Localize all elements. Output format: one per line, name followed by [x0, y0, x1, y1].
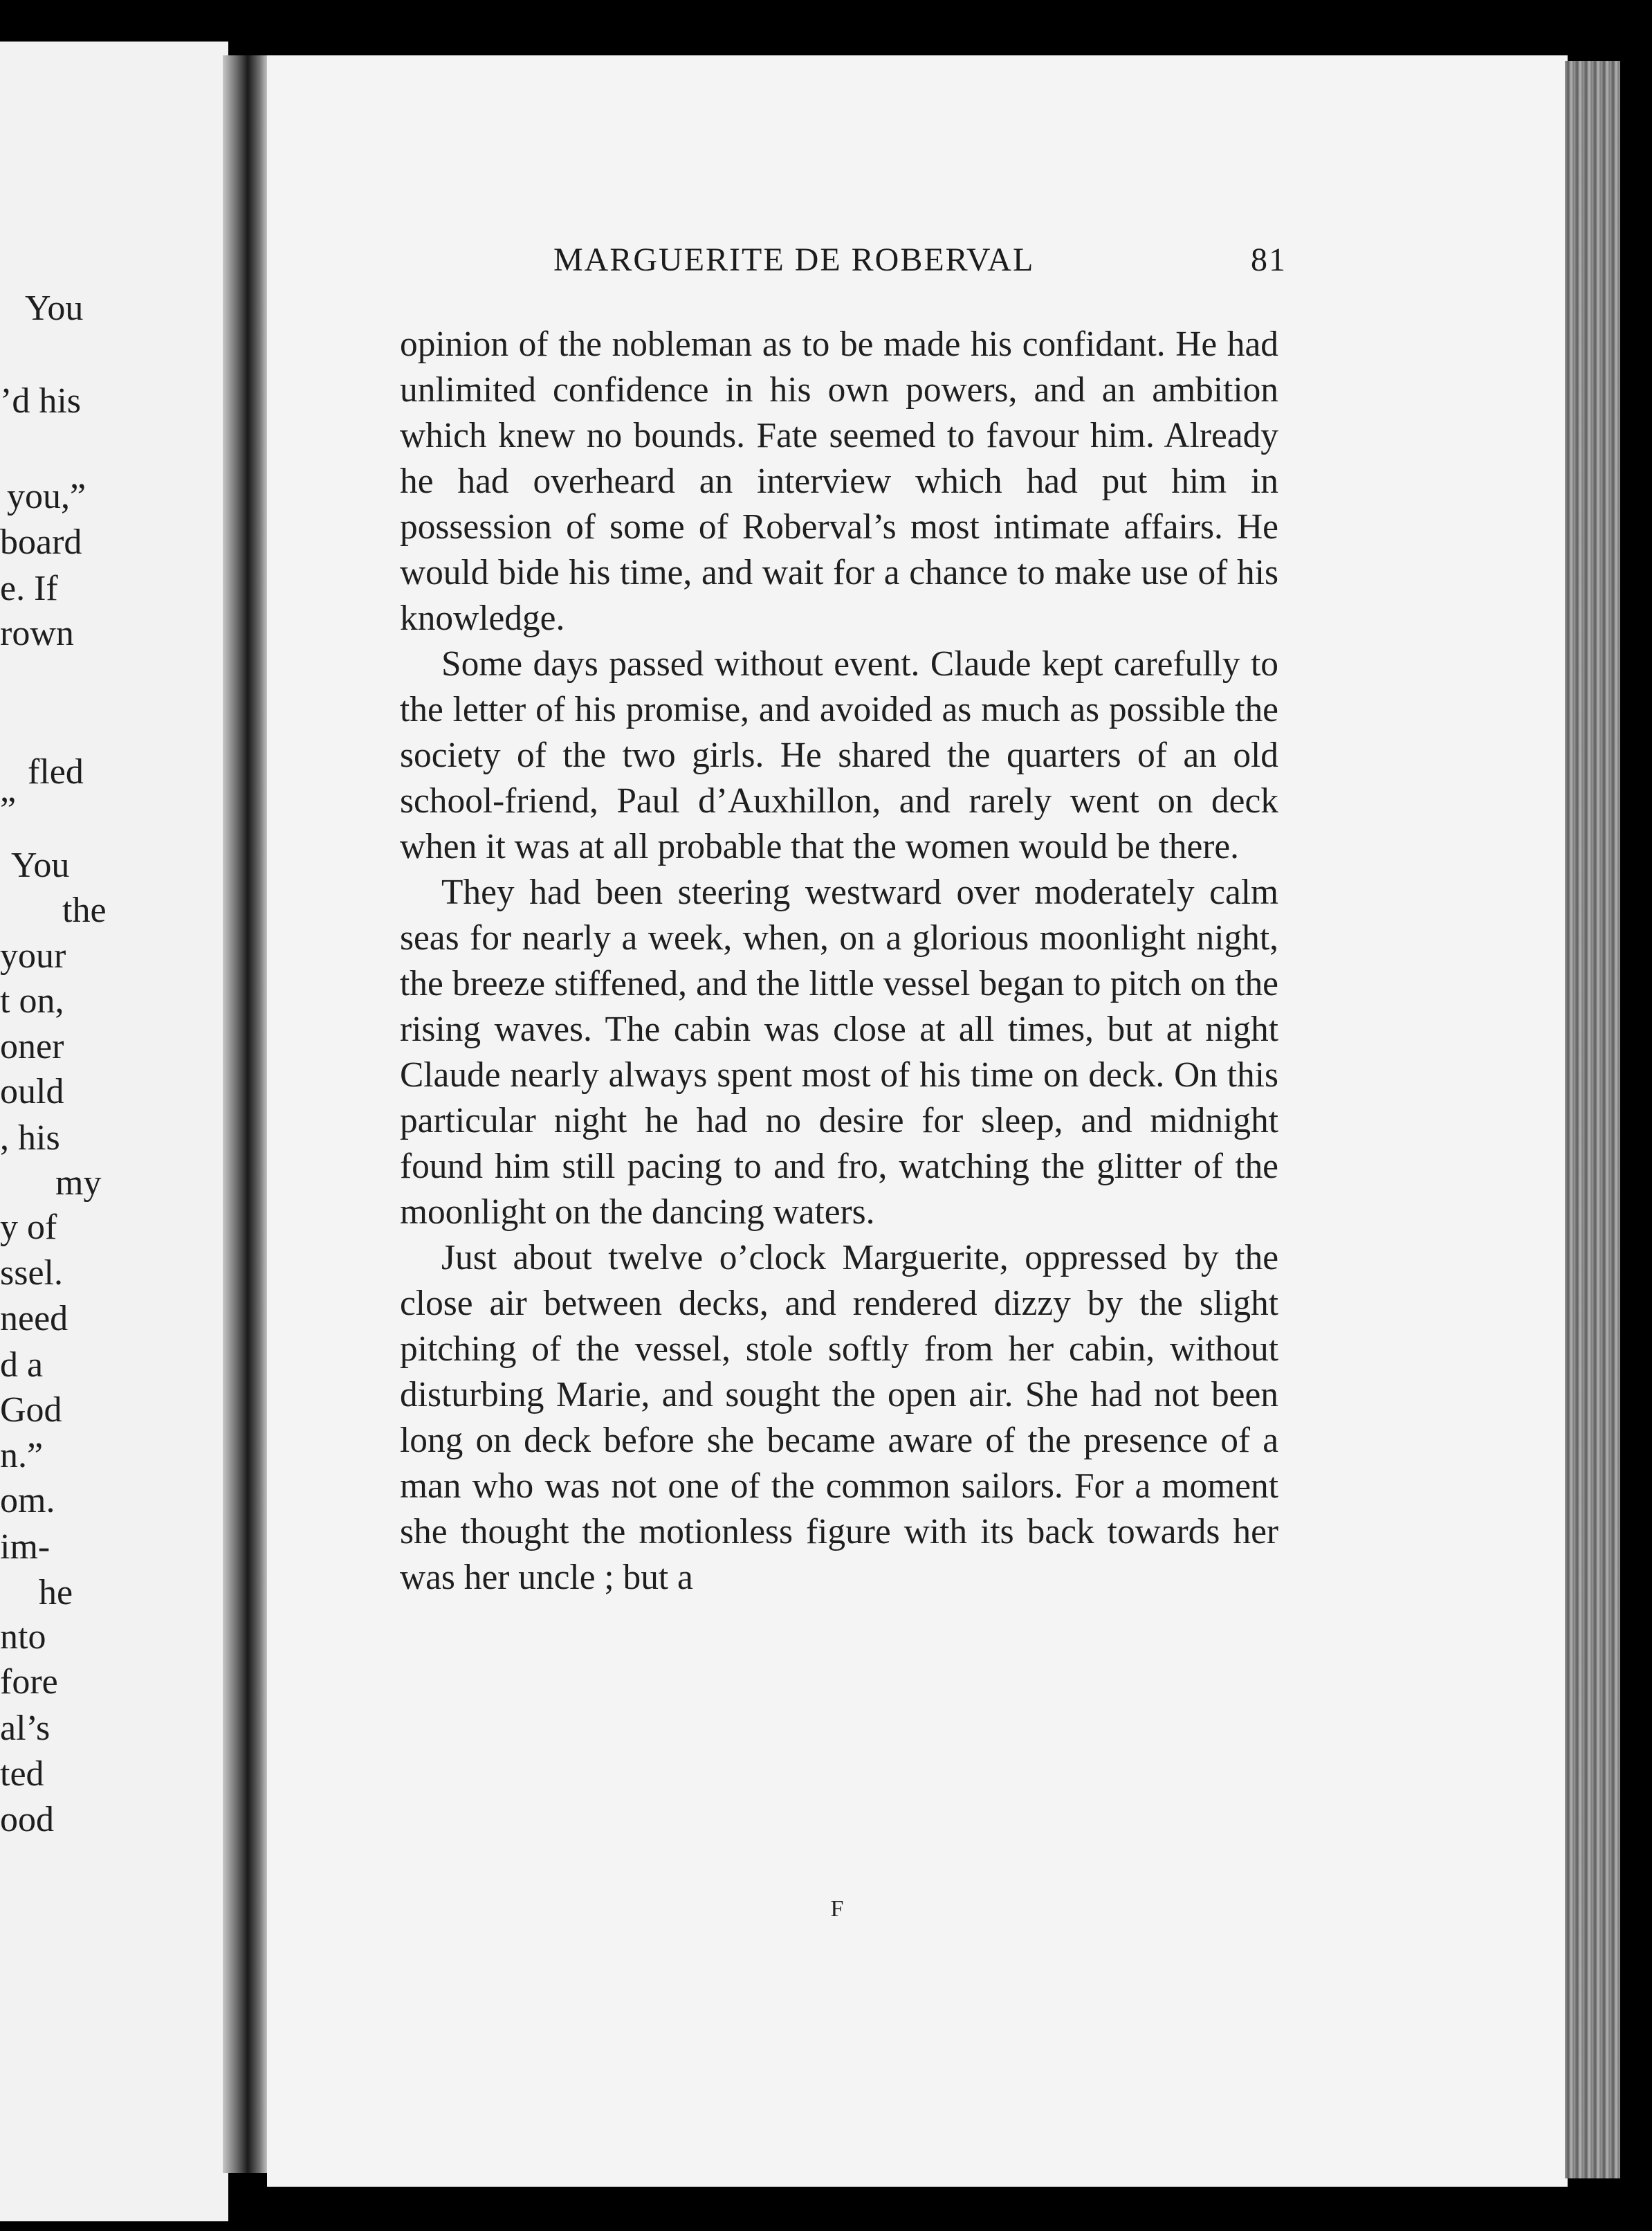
left-page-fragment: y of	[0, 1208, 57, 1247]
left-page-fragment: You	[25, 289, 84, 328]
left-page-fragment: fled	[28, 752, 84, 792]
left-page-fragment: the	[62, 891, 107, 930]
left-page-fragment: ood	[0, 1800, 54, 1839]
paragraph: Just about twelve o’clock Marguerite, oppressed by the close air between decks, and rendered dizzy by the slight pitching of the vessel, stole softly from her cabin, without disturbing Marie, and sought the open air. She had not been long on deck before she became aware of the presence of a man who was not one of the common sailors. For a moment she thought the motionless figure with its back towards her was her uncle ; but a	[400, 1238, 1278, 1597]
left-page-fragment: God	[0, 1390, 62, 1430]
body-text	[400, 322, 1278, 1601]
left-page-fragment: my	[55, 1163, 102, 1203]
left-page-fragment: he	[39, 1573, 73, 1612]
left-page-fragment: al’s	[0, 1709, 51, 1748]
left-page-fragment: ould	[0, 1072, 64, 1111]
left-page-fragment: om.	[0, 1481, 55, 1520]
paragraph: opinion of the nobleman as to be made his confidant. He had unlimited confidence in his own powers, and an ambition which knew no bounds. Fate seemed to favour him. Already he had overheard an interview which had put him in possession of some of Roberval’s most intimate affairs. He would bide his time, and wait for a chance to make use of his knowledge.	[400, 325, 1278, 638]
left-page-fragment: nto	[0, 1617, 46, 1657]
left-page-fragment: ”	[0, 790, 17, 830]
left-page-fragment: , his	[0, 1118, 60, 1158]
paragraph: They had been steering westward over moderately calm seas for nearly a week, when, on a glorious moonlight night, the breeze stiffened, and the little vessel began to pitch on the rising waves. The cabin was close at all times, but at night Claude nearly always spent most of his time on deck. On this particular night he had no desire for sleep, and midnight found him still pacing to and fro, watching the glitter of the moonlight on the dancing waters.	[400, 873, 1278, 1232]
left-page-fragment: ted	[0, 1754, 44, 1794]
left-page-fragment: fore	[0, 1662, 58, 1702]
left-page-fragment: need	[0, 1299, 68, 1338]
left-page-edge	[223, 55, 268, 2173]
left-page-fragment: board	[0, 522, 82, 562]
page-number: 81	[1251, 242, 1287, 278]
left-page-fragment: You	[11, 846, 70, 885]
running-head-title: MARGUERITE DE ROBERVAL	[553, 242, 1035, 278]
left-page-fragment: ’d his	[0, 381, 81, 421]
left-page-fragment: ssel.	[0, 1253, 63, 1293]
left-page-fragment: d a	[0, 1345, 44, 1385]
left-page-fragment: n.”	[0, 1436, 44, 1475]
left-page-fragment: t on,	[0, 981, 64, 1021]
paragraph: Some days passed without event. Claude kept carefully to the letter of his promise, and avoided as much as possible the society of the two girls. He shared the quarters of an old school-friend, Paul d’Auxhillon, and rarely went on deck when it was at all probable that the women would be there.	[400, 644, 1278, 866]
page-fore-edge	[1565, 61, 1620, 2178]
left-page-fragment: e. If	[0, 569, 58, 608]
left-page-fragment: rown	[0, 614, 74, 653]
left-page-fragment: oner	[0, 1027, 64, 1066]
left-page-fragment: you,”	[7, 477, 86, 516]
left-page-fragment: im-	[0, 1527, 51, 1567]
left-page-fragment: your	[0, 936, 66, 976]
left-page-text-fragments	[0, 0, 228, 2231]
signature-mark: F	[830, 1896, 844, 1922]
